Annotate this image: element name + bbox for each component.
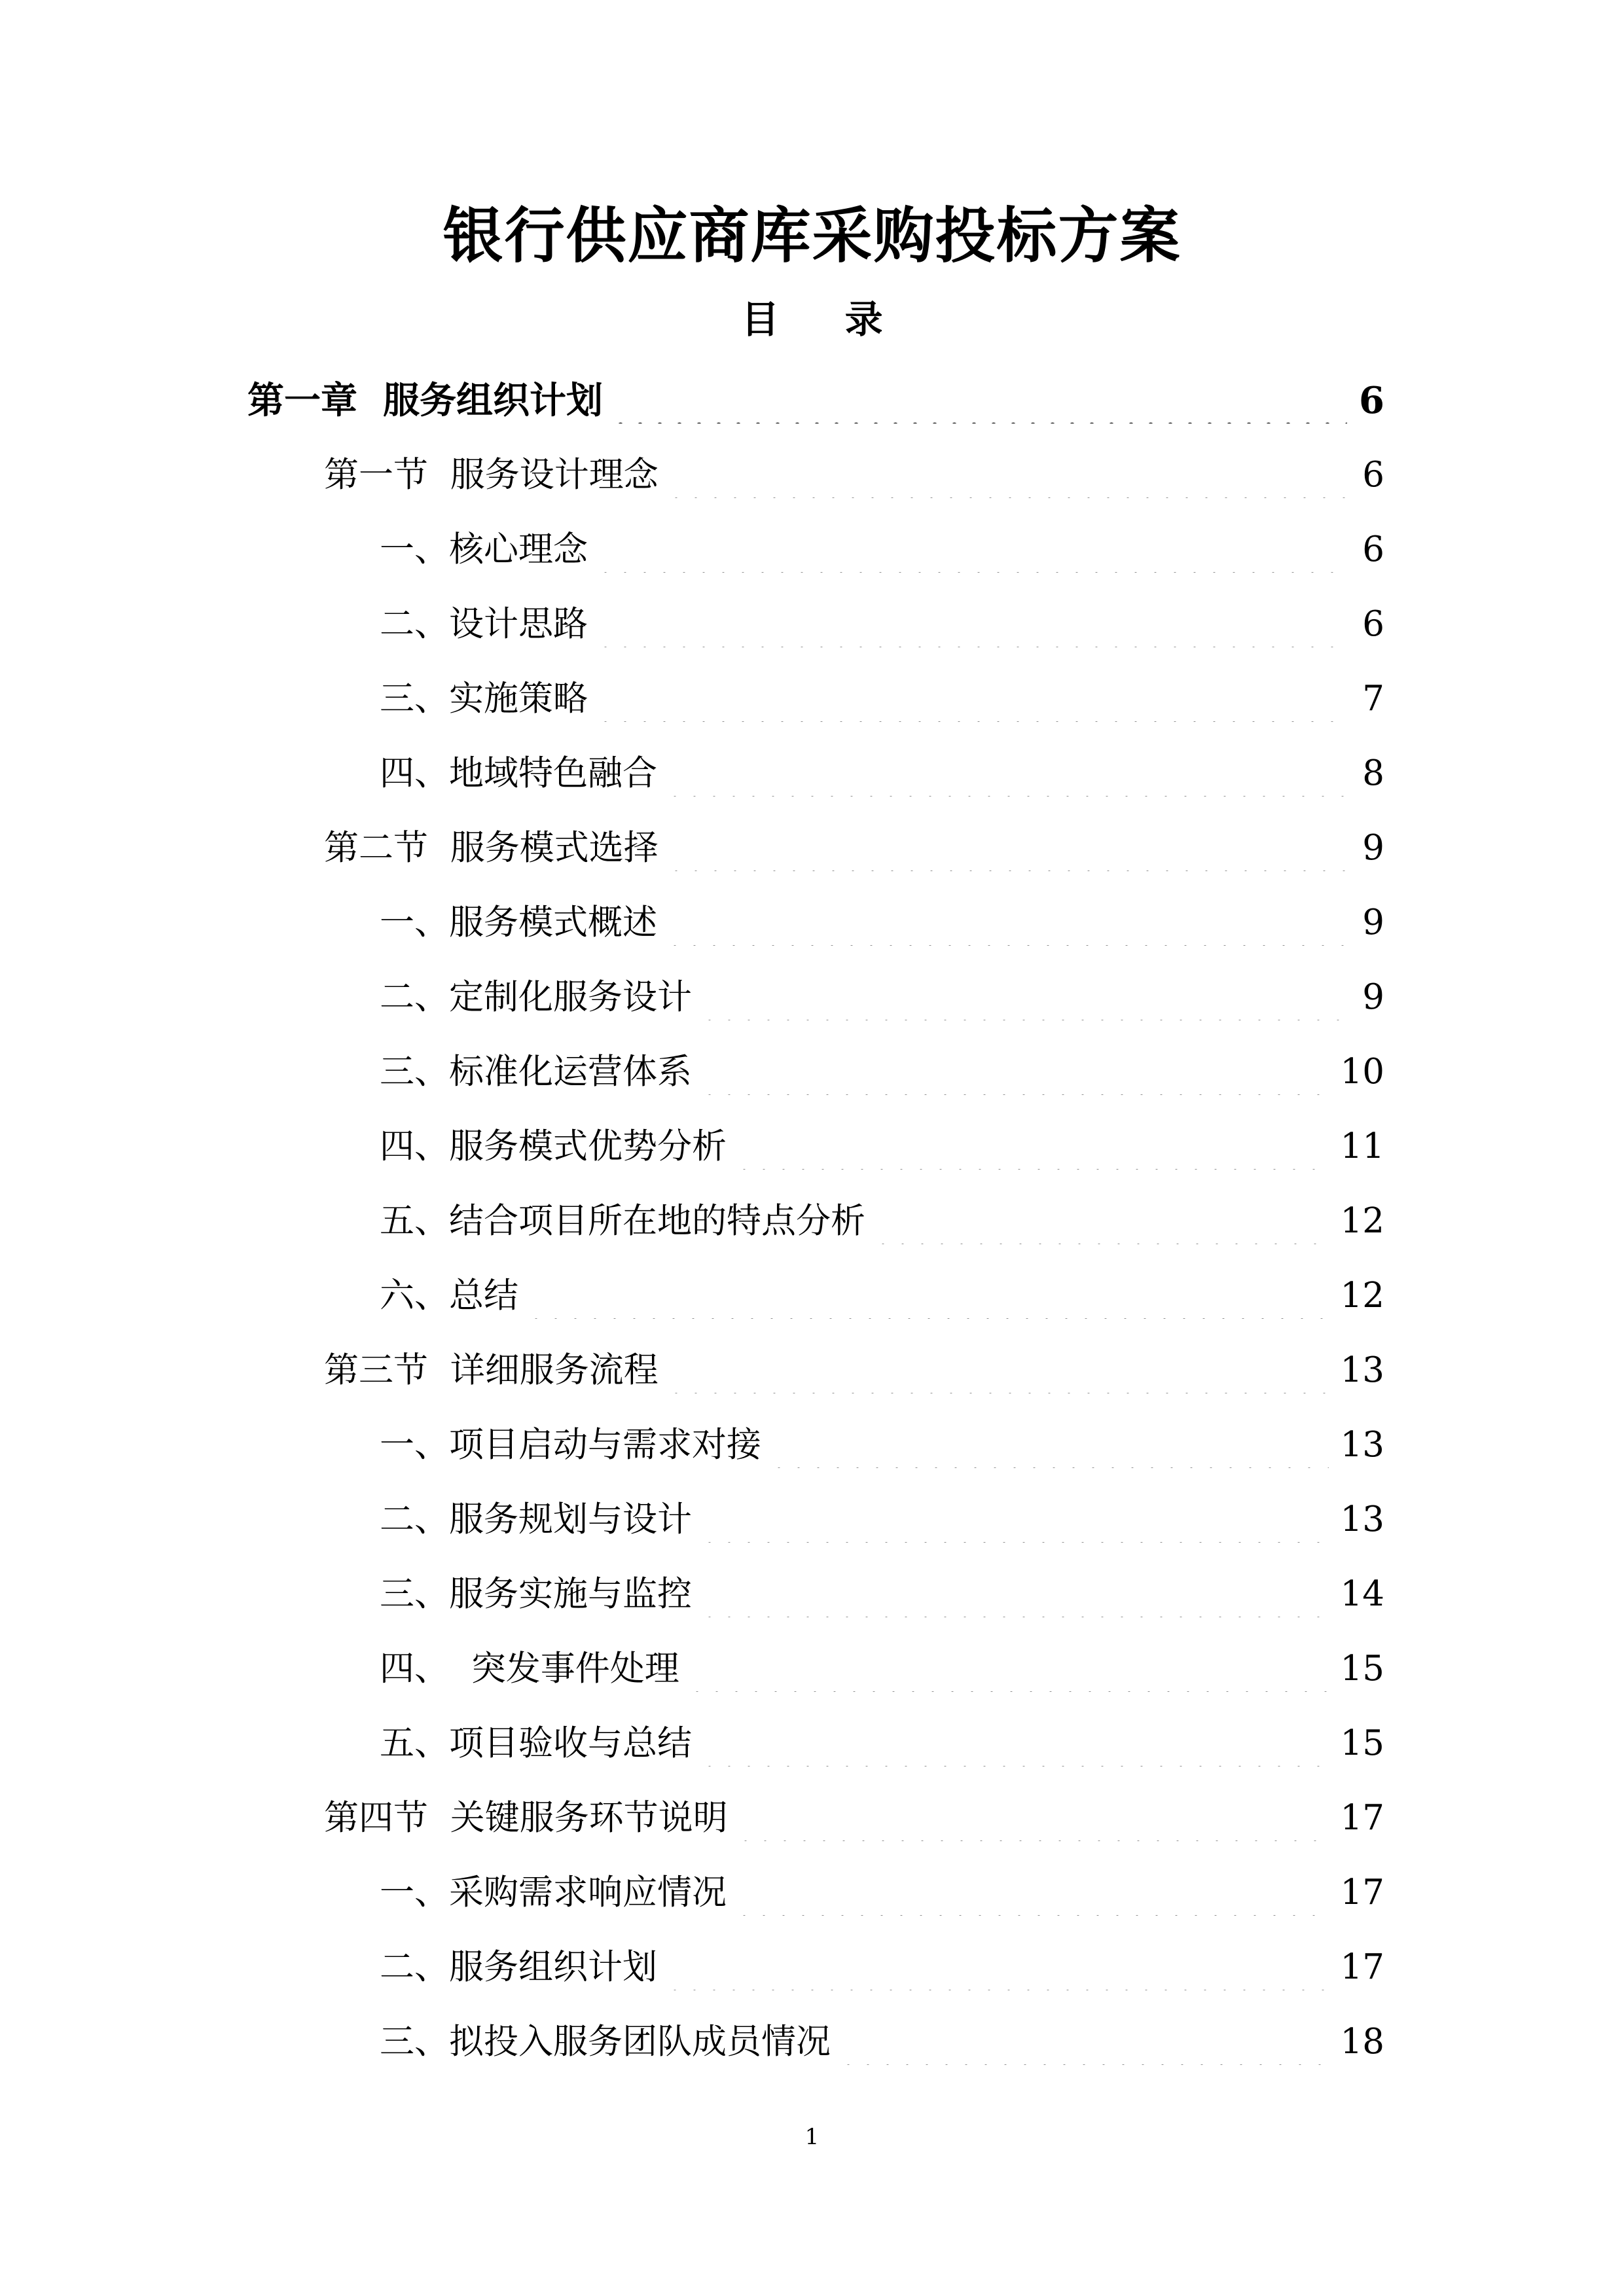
toc-entry-label: 第三节 详细服务流程: [324, 1350, 659, 1390]
toc-entry[interactable]: [0, 587, 1624, 662]
toc-dot-leader: [687, 1646, 1329, 1692]
toc-entry[interactable]: [0, 1184, 1624, 1259]
toc-entry-label: 四、 突发事件处理: [380, 1649, 679, 1689]
toc-dot-leader: [596, 601, 1350, 647]
toc-entry-label: 第二节 服务模式选择: [324, 828, 659, 868]
toc-entry-label: 一、采购需求响应情况: [380, 1873, 727, 1912]
toc-entry-label: 二、服务组织计划: [380, 1947, 657, 1987]
toc-dot-leader: [700, 1571, 1329, 1617]
toc-entry-label: 一、服务模式概述: [380, 903, 657, 942]
toc-entry-page: 15: [1340, 1649, 1384, 1689]
toc-entry-label: 二、服务规划与设计: [380, 1499, 692, 1539]
toc-entry-page: 6: [1362, 455, 1384, 495]
toc-entry-page: 17: [1340, 1873, 1384, 1912]
toc-entry-label: 四、服务模式优势分析: [380, 1126, 727, 1166]
toc-entry-label: 二、定制化服务设计: [380, 977, 692, 1017]
toc-heading: 目 录: [741, 297, 909, 342]
toc-entry[interactable]: [0, 363, 1624, 438]
toc-entry[interactable]: [0, 1557, 1624, 1632]
toc-entry-label: 一、核心理念: [380, 529, 588, 569]
toc-entry-label: 三、拟投入服务团队成员情况: [380, 2022, 831, 2062]
toc-entry[interactable]: [0, 1333, 1624, 1408]
toc-entry[interactable]: [0, 438, 1624, 512]
toc-entry[interactable]: [0, 1856, 1624, 1930]
toc-dot-leader: [596, 676, 1350, 722]
toc-entry[interactable]: [0, 1035, 1624, 1109]
toc-entry-page: 18: [1340, 2022, 1384, 2062]
toc-dot-leader: [526, 1273, 1329, 1319]
toc-entry[interactable]: [0, 960, 1624, 1035]
document-title: 银行供应商库采购投标方案: [442, 200, 1182, 271]
toc-entry[interactable]: [0, 662, 1624, 736]
toc-dot-leader: [665, 1945, 1329, 1990]
toc-entry[interactable]: [0, 1930, 1624, 2005]
toc-dot-leader: [700, 1497, 1329, 1543]
toc-entry-page: 11: [1340, 1126, 1384, 1166]
page-number: 1: [804, 2124, 820, 2150]
toc-entry[interactable]: [0, 1632, 1624, 1706]
toc-entry-label: 第一章 服务组织计划: [247, 379, 603, 422]
toc-dot-leader: [734, 1870, 1329, 1916]
toc-entry[interactable]: [0, 1482, 1624, 1557]
toc-entry-page: 13: [1340, 1350, 1384, 1390]
toc-dot-leader: [734, 1124, 1329, 1170]
toc-entry-page: 12: [1340, 1276, 1384, 1316]
toc-entry-page: 12: [1340, 1201, 1384, 1241]
toc-entry-label: 第四节 关键服务环节说明: [324, 1798, 728, 1838]
toc-entry-page: 17: [1340, 1947, 1384, 1987]
toc-entry-label: 三、服务实施与监控: [380, 1574, 692, 1614]
toc-entry[interactable]: [0, 1706, 1624, 1781]
toc-entry[interactable]: [0, 2005, 1624, 2079]
toc-entry-page: 14: [1340, 1574, 1384, 1614]
toc-entry-page: 10: [1340, 1052, 1384, 1092]
toc-entry-label: 三、实施策略: [380, 679, 588, 719]
toc-entry-page: 6: [1362, 529, 1384, 569]
toc-dot-leader: [873, 1198, 1329, 1244]
toc-dot-leader: [736, 1795, 1329, 1841]
toc-entry-page: 13: [1340, 1425, 1384, 1465]
table-of-contents: [0, 363, 1624, 2079]
toc-entry-label: 四、地域特色融合: [380, 753, 657, 793]
toc-entry-page: 13: [1340, 1499, 1384, 1539]
toc-entry-page: 17: [1340, 1798, 1384, 1838]
toc-entry-label: 三、标准化运营体系: [380, 1052, 692, 1092]
toc-dot-leader: [665, 751, 1350, 797]
toc-entry[interactable]: [0, 512, 1624, 587]
toc-entry-page: 9: [1362, 977, 1384, 1017]
toc-entry[interactable]: [0, 736, 1624, 811]
toc-entry-label: 五、结合项目所在地的特点分析: [380, 1201, 865, 1241]
toc-entry-page: 8: [1362, 753, 1384, 793]
toc-entry[interactable]: [0, 1259, 1624, 1333]
toc-entry-page: 6: [1362, 604, 1384, 644]
toc-entry-label: 六、总结: [380, 1276, 518, 1316]
toc-dot-leader: [665, 900, 1350, 946]
toc-dot-leader: [700, 975, 1350, 1020]
toc-entry-page: 9: [1362, 903, 1384, 942]
toc-entry-label: 一、项目启动与需求对接: [380, 1425, 761, 1465]
toc-dot-leader: [666, 1348, 1329, 1393]
toc-dot-leader: [666, 452, 1351, 498]
toc-dot-leader: [700, 1721, 1329, 1767]
toc-entry-page: 6: [1359, 379, 1384, 422]
toc-dot-leader: [769, 1422, 1329, 1468]
toc-entry-label: 二、设计思路: [380, 604, 588, 644]
toc-entry[interactable]: [0, 811, 1624, 886]
toc-entry-page: 9: [1362, 828, 1384, 868]
toc-dot-leader: [666, 825, 1351, 871]
toc-dot-leader: [596, 527, 1350, 573]
toc-entry[interactable]: [0, 886, 1624, 960]
toc-dot-leader: [839, 2019, 1329, 2065]
toc-dot-leader: [611, 378, 1347, 423]
toc-dot-leader: [700, 1049, 1329, 1095]
toc-entry[interactable]: [0, 1109, 1624, 1184]
toc-entry-label: 五、项目验收与总结: [380, 1723, 692, 1763]
toc-entry-label: 第一节 服务设计理念: [324, 455, 659, 495]
toc-entry-page: 15: [1340, 1723, 1384, 1763]
toc-entry[interactable]: [0, 1408, 1624, 1482]
toc-entry[interactable]: [0, 1781, 1624, 1856]
toc-entry-page: 7: [1362, 679, 1384, 719]
